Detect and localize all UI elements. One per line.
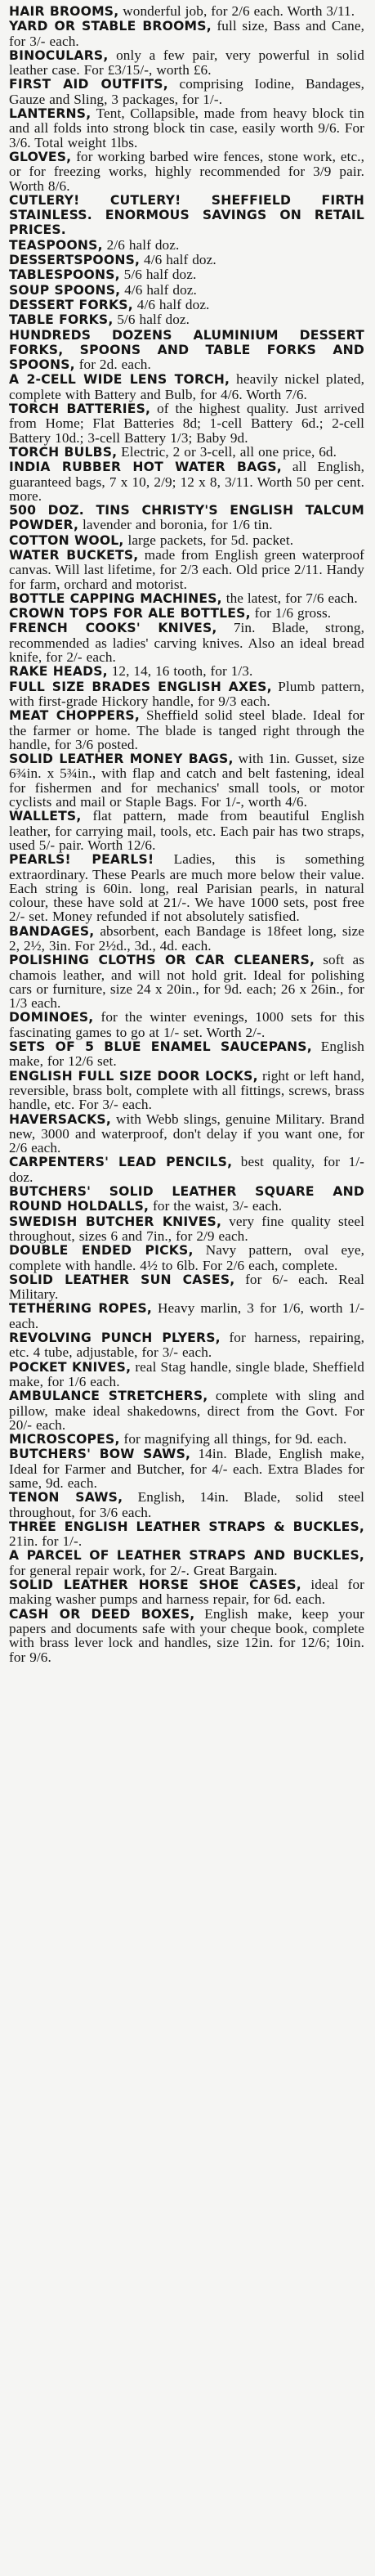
classified-ad <box>9 852 364 923</box>
ad-heading: TETHERING ROPES, <box>9 1301 153 1317</box>
ad-body: Plumb pattern, with first-grade Hickory handle, for 9/3 each. <box>9 678 364 709</box>
ad-body: for 1/6 gross. <box>254 605 332 622</box>
ad-body: comprising Iodine, Bandages, Gauze and Sling, 3 packages, for 1/-. <box>9 76 364 107</box>
classified-ad <box>9 150 364 193</box>
ad-body: large packets, for 5d. packet. <box>127 532 294 548</box>
ad-body: for 2d. each. <box>78 357 151 373</box>
classified-ad <box>9 1548 364 1577</box>
ad-heading: YARD OR STABLE BROOMS, <box>9 19 212 34</box>
ad-heading: FIRST AID OUTFITS, <box>9 77 168 92</box>
classified-ad <box>9 1039 364 1069</box>
classified-ad <box>9 19 364 48</box>
ad-heading: FRENCH COOKS' KNIVES, <box>9 621 217 636</box>
classified-ad <box>9 1155 364 1184</box>
ad-heading: TORCH BATTERIES, <box>9 402 151 417</box>
classified-ad <box>9 77 364 106</box>
ad-heading: TENON SAWS, <box>9 1490 123 1506</box>
classified-ad <box>9 1184 364 1214</box>
classified-ad <box>9 253 364 267</box>
ad-body: complete with sling and pillow, make ideal shakedowns, direct from the Govt. For 20/- each. <box>9 1388 365 1433</box>
ad-heading: TEASPOONS, <box>9 237 103 253</box>
ad-heading: DESSERTSPOONS, <box>9 253 141 268</box>
classified-ad <box>9 1214 364 1244</box>
ad-body: ideal for making washer pumps and harness repair, for 6d. each. <box>9 1577 364 1608</box>
ad-body: heavily nickel plated, complete with Battery and Bulb, for 4/6. Worth 7/6. <box>9 371 364 402</box>
classified-ad <box>9 606 364 621</box>
ad-body: best quality, for 1/- doz. <box>9 1154 364 1185</box>
ad-heading: CUTLERY! CUTLERY! SHEFFIELD FIRTH STAINLESS. ENORMOUS SAVINGS ON RETAIL PRICES. <box>9 192 364 238</box>
ad-body: full size, Bass and Cane, for 3/- each. <box>9 18 364 49</box>
ad-heading: HAIR BROOMS, <box>9 4 119 19</box>
ad-body: all English, guaranteed bags, 7 x 10, 2/9; 12 x 8, 3/11. Worth 50 per cent. more. <box>9 459 364 504</box>
ad-body: only a few pair, very powerful in solid leather case. For £3/15/-, worth £6. <box>9 47 364 79</box>
classified-ad <box>9 591 364 606</box>
classified-ad <box>9 924 364 954</box>
ad-body: Sheffield solid steel blade. Ideal for the farmer or home. The blade is tanged right through the handle, for 3/6 posted. <box>9 707 364 752</box>
ad-body: 4/6 half doz. <box>124 281 197 298</box>
classified-ad <box>9 1243 364 1272</box>
ad-body: 12, 14, 16 tooth, for 1/3. <box>111 663 253 680</box>
ad-heading: GLOVES, <box>9 149 72 164</box>
ad-heading: INDIA RUBBER HOT WATER BAGS, <box>9 460 282 475</box>
classified-ad <box>9 193 364 238</box>
ad-heading: TORCH BULBS, <box>9 444 118 460</box>
ad-body: Heavy marlin, 3 for 1/6, worth 1/- each. <box>9 1300 364 1331</box>
ad-heading: 500 DOZ. TINS CHRISTY'S ENGLISH TALCUM POWDER, <box>9 503 364 533</box>
ad-heading: PEARLS! PEARLS! <box>9 852 154 868</box>
ad-body: Ladies, this is something extraordinary. These Pearls are much more below their value. Each string is 60in. long, real Parisian pearls, in natural colour, these have sold at 21/-. We have 1000 sets, post free 2/- set. Money refunded if not absolutely satisfied. <box>9 851 364 925</box>
classified-ad <box>9 1010 364 1039</box>
ad-body: of the highest quality. Just arrived from Home; Flat Batteries 8d; 1-cell Battery 6d.; 2-cell Battery 10d.; 3-cell Battery 1/3; Baby 9d. <box>9 401 364 446</box>
ad-body: English, 14in. Blade, solid steel throughout, for 3/6 each. <box>9 1489 365 1520</box>
ad-heading: A PARCEL OF LEATHER STRAPS AND BUCKLES, <box>9 1548 364 1564</box>
ad-heading: BUTCHERS' BOW SAWS, <box>9 1447 191 1462</box>
classified-ad <box>9 953 364 1010</box>
ad-heading: CROWN TOPS FOR ALE BOTTLES, <box>9 606 251 622</box>
classified-ad <box>9 48 364 78</box>
classified-ad <box>9 1519 364 1549</box>
classified-ad <box>9 809 364 852</box>
classified-ad <box>9 1577 364 1607</box>
ad-heading: BUTCHERS' SOLID LEATHER SQUARE AND ROUND HOLDALLS, <box>9 1184 364 1214</box>
classified-ad <box>9 1490 364 1519</box>
ad-heading: ENGLISH FULL SIZE DOOR LOCKS, <box>9 1068 258 1084</box>
ad-body: very fine quality steel throughout, sizes 6 and 7in., for 2/9 each. <box>9 1213 364 1244</box>
ad-body: for the waist, 3/- each. <box>153 1198 283 1214</box>
classified-ad <box>9 4 364 19</box>
classified-ad <box>9 1112 364 1156</box>
ad-body: 14in. Blade, English make, Ideal for Farmer and Butcher, for 4/- each. Extra Blades for same, 9d. each. <box>9 1446 364 1491</box>
ad-heading: SETS OF 5 BLUE ENAMEL SAUCEPANS, <box>9 1039 312 1055</box>
classified-ad <box>9 1389 364 1432</box>
classified-ad <box>9 1069 364 1112</box>
ad-heading: DESSERT FORKS, <box>9 297 133 312</box>
ad-heading: SWEDISH BUTCHER KNIVES, <box>9 1214 222 1229</box>
ad-body: for harness, repairing, etc. 4 tube, adjustable, for 3/- each. <box>9 1330 364 1361</box>
ad-heading: TABLE FORKS, <box>9 312 114 328</box>
ad-heading: CARPENTERS' LEAD PENCILS, <box>9 1155 233 1170</box>
ad-body: 4/6 half doz. <box>136 296 210 312</box>
ad-body: the latest, for 7/6 each. <box>225 590 358 606</box>
classified-ad <box>9 1360 364 1389</box>
ad-heading: DOMINOES, <box>9 1010 94 1025</box>
ad-heading: FULL SIZE BRADES ENGLISH AXES, <box>9 679 272 694</box>
classified-ad <box>9 1447 364 1490</box>
ad-heading: BANDAGES, <box>9 923 95 939</box>
ad-heading: BOTTLE CAPPING MACHINES, <box>9 590 222 606</box>
classified-ad <box>9 621 364 664</box>
ad-body: 2/6 half doz. <box>106 236 180 253</box>
ad-body: Navy pattern, oval eye, complete with handle. 4½ to 6lb. For 2/6 each, complete. <box>9 1242 364 1273</box>
ad-body: 4/6 half doz. <box>144 252 217 268</box>
ad-body: flat pattern, made from beautiful English leather, for carrying mail, tools, etc. Each pair has two straps, used 5/- pair. Worth 12/6. <box>9 808 364 853</box>
ad-body: English make, for 12/6 set. <box>9 1039 364 1070</box>
ad-heading: SOLID LEATHER SUN CASES, <box>9 1272 235 1287</box>
ad-body: absorbent, each Bandage is 18feet long, size 2, 2½, 3in. For 2½d., 3d., 4d. each. <box>9 922 365 954</box>
ad-body: right or left hand, reversible, brass bolt, complete with all fittings, screws, brass handle, etc. For 3/- each. <box>9 1067 364 1113</box>
ad-heading: WALLETS, <box>9 809 82 824</box>
ad-body: made from English green waterproof canvas. Will last lifetime, for 2/3 each. Old price 2/11. Handy for farm, orchard and motorist. <box>9 546 364 592</box>
classified-ad <box>9 1331 364 1360</box>
ad-heading: AMBULANCE STRETCHERS, <box>9 1389 208 1404</box>
classified-ad <box>9 312 364 327</box>
classified-ad <box>9 106 364 150</box>
classified-ad <box>9 238 364 253</box>
ad-heading: COTTON WOOL, <box>9 532 124 548</box>
ad-heading: MICROSCOPES, <box>9 1432 120 1447</box>
classified-ad <box>9 445 364 460</box>
classified-ad <box>9 1301 364 1331</box>
ad-heading: POCKET KNIVES, <box>9 1359 132 1375</box>
ad-body: English make, keep your papers and documents safe with your cheque book, complete with brass lever lock and handles, size 12in. for 12/6; 10in. for 9/6. <box>9 1605 364 1665</box>
ad-body: for 6/- each. Real Military. <box>9 1271 364 1303</box>
ad-heading: A 2-CELL WIDE LENS TORCH, <box>9 372 230 388</box>
ad-body: with Webb slings, genuine Military. Brand new, 3000 and waterproof, don't delay if you want one, for 2/6 each. <box>9 1111 364 1156</box>
ad-body: for general repair work, for 2/-. Great Bargain. <box>9 1562 278 1578</box>
classified-ad <box>9 460 364 503</box>
ad-heading: WATER BUCKETS, <box>9 547 139 563</box>
classified-ad <box>9 1272 364 1302</box>
classified-ad <box>9 708 364 752</box>
ad-heading: MEAT CHOPPERS, <box>9 708 140 724</box>
classified-ad <box>9 283 364 298</box>
classified-ad <box>9 298 364 312</box>
classified-ad <box>9 328 364 373</box>
classified-ad <box>9 548 364 591</box>
ad-body: 21in. for 1/-. <box>9 1533 83 1550</box>
ad-heading: DOUBLE ENDED PICKS, <box>9 1243 194 1259</box>
ad-heading: TABLESPOONS, <box>9 267 120 283</box>
classified-ad <box>9 1607 364 1664</box>
ad-body: soft as chamois leather, and will not hold grit. Ideal for polishing cars or furniture, size 24 x 20in., for 9d. each; 26 x 26in., for 1/3 each. <box>9 952 364 1012</box>
ad-heading: POLISHING CLOTHS OR CAR CLEANERS, <box>9 953 315 968</box>
ad-body: Electric, 2 or 3-cell, all one price, 6d. <box>121 443 337 460</box>
ad-heading: SOUP SPOONS, <box>9 282 121 298</box>
ad-heading: HUNDREDS DOZENS ALUMINIUM DESSERT FORKS, SPOONS AND TABLE FORKS AND SPOONS, <box>9 327 364 373</box>
classified-ad <box>9 402 364 445</box>
classified-ad <box>9 267 364 282</box>
ad-heading: SOLID LEATHER HORSE SHOE CASES, <box>9 1577 301 1593</box>
classified-ad <box>9 533 364 548</box>
ad-body: with 1in. Gusset, size 6¾in. x 5¾in., with flap and catch and belt fastening, ideal for fishermen and for mechanics' small tools, or motor cyclists and mail or Staple Bags. For 1/-, worth 4/6. <box>9 751 364 810</box>
classified-ad <box>9 372 364 402</box>
classified-ad <box>9 752 364 809</box>
ad-body: 7in. Blade, strong, recommended as ladies' carving knives. Also an ideal bread knife, for 2/- each. <box>9 620 364 666</box>
ad-body: 5/6 half doz. <box>123 267 197 283</box>
ad-heading: HAVERSACKS, <box>9 1111 111 1127</box>
ad-heading: SOLID LEATHER MONEY BAGS, <box>9 752 234 767</box>
ad-heading: LANTERNS, <box>9 106 92 122</box>
ad-body: lavender and boronia, for 1/6 tin. <box>83 517 273 533</box>
ad-body: real Stag handle, single blade, Sheffield make, for 1/6 each. <box>9 1358 364 1389</box>
ad-body: for magnifying all things, for 9d. each. <box>123 1431 347 1447</box>
classified-ad <box>9 680 364 709</box>
classified-ad <box>9 1432 364 1447</box>
ad-body: Tent, Collapsible, made from heavy block tin and all folds into strong block tin case, easily worth 9/6. For 3/6. Total weight 1lbs. <box>9 105 364 150</box>
ad-heading: REVOLVING PUNCH PLYERS, <box>9 1331 221 1346</box>
ad-heading: CASH OR DEED BOXES, <box>9 1606 195 1622</box>
ad-body: for the winter evenings, 1000 sets for this fascinating games to go at 1/- set. Worth 2/-. <box>9 1009 364 1040</box>
classified-ad <box>9 503 364 533</box>
ad-heading: BINOCULARS, <box>9 47 109 63</box>
classified-ad <box>9 664 364 679</box>
ad-body: for working barbed wire fences, stone work, etc., or for freezing works, highly recommended for 3/9 pair. Worth 8/6. <box>9 148 364 194</box>
ad-heading: THREE ENGLISH LEATHER STRAPS & BUCKLES, <box>9 1519 364 1534</box>
ad-body: wonderful job, for 2/6 each. Worth 3/11. <box>123 3 355 19</box>
ad-body: 5/6 half doz. <box>117 312 190 328</box>
ad-heading: RAKE HEADS, <box>9 664 108 680</box>
